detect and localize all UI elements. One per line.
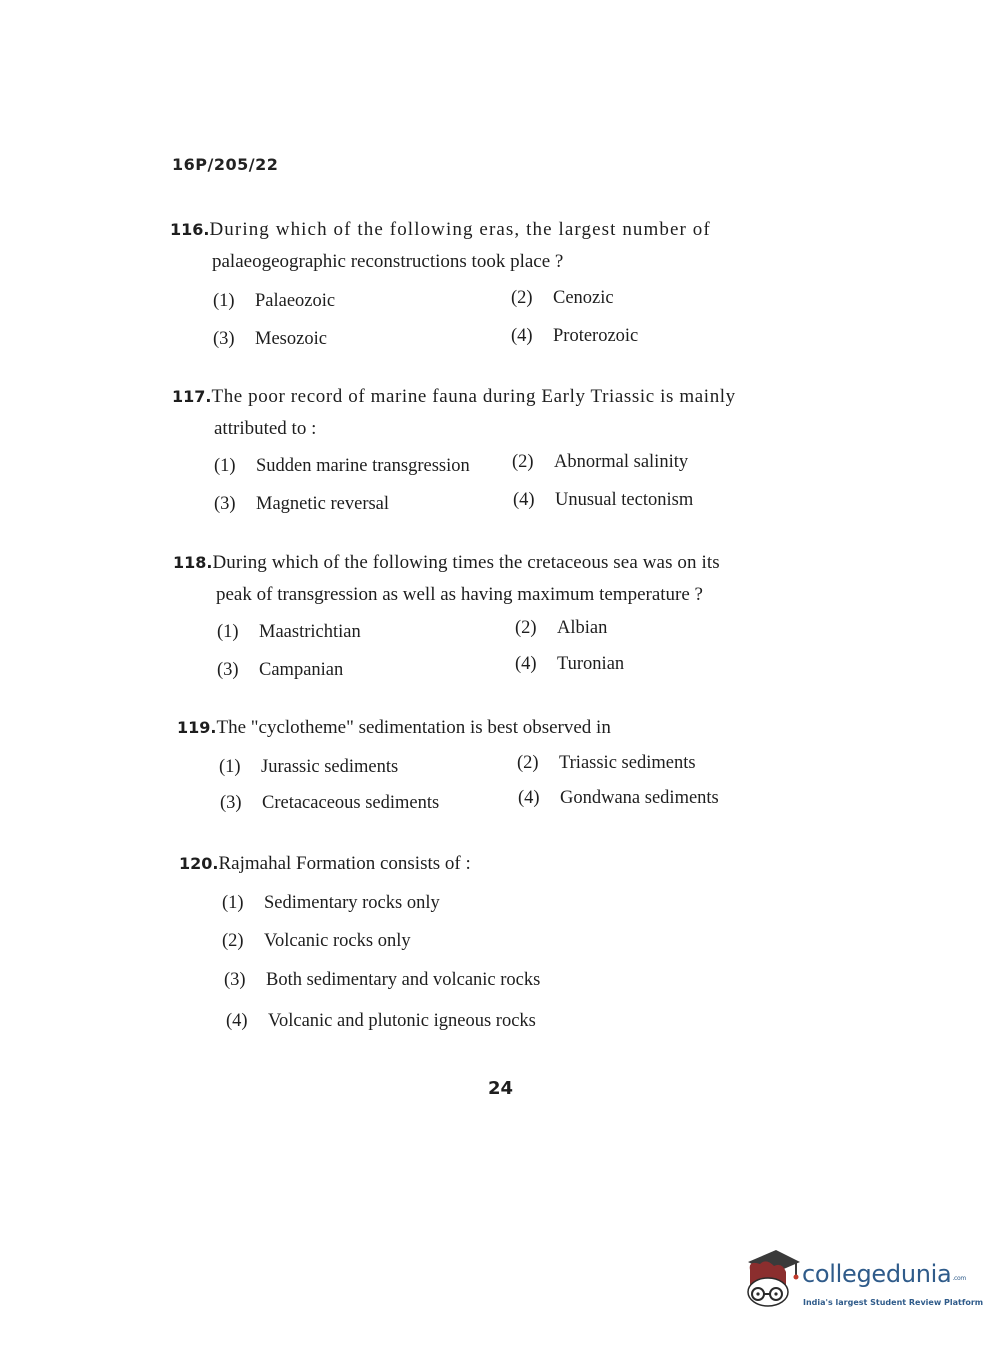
option-number: (2): [222, 931, 244, 951]
option-number: (1): [219, 757, 241, 777]
option-number: (4): [518, 788, 540, 808]
paper-code: 16P/205/22: [172, 155, 279, 174]
option-number: (1): [213, 291, 235, 311]
option-number: (1): [217, 622, 239, 642]
question-number: 116.: [170, 220, 210, 239]
question-118-line-1: [173, 552, 720, 574]
option-116-3[interactable]: [213, 329, 327, 350]
question-116-line-1: [170, 219, 711, 241]
option-text: Palaeozoic: [255, 291, 336, 311]
option-number: (3): [217, 660, 239, 680]
option-120-4[interactable]: [226, 1011, 536, 1032]
option-number: (2): [511, 288, 533, 308]
option-text: Sedimentary rocks only: [264, 893, 440, 913]
question-118-line-2: peak of transgression as well as having maximum temperature ?: [216, 584, 703, 605]
option-number: (2): [512, 452, 534, 472]
option-text: Cretacaceous sediments: [262, 793, 440, 813]
question-117-line-1: [172, 386, 736, 408]
question-text: During which of the following times the cretaceous sea was on its: [212, 552, 720, 573]
option-117-4[interactable]: [513, 490, 693, 511]
option-text: Cenozic: [553, 288, 614, 308]
option-119-3[interactable]: [220, 793, 439, 814]
option-text: Maastrichtian: [259, 622, 361, 642]
question-120-line-1: [179, 853, 471, 875]
question-116-line-2: palaeogeographic reconstructions took place ?: [212, 251, 564, 272]
option-text: Volcanic and plutonic igneous rocks: [268, 1011, 536, 1031]
option-text: Proterozoic: [553, 326, 639, 346]
option-118-2[interactable]: [515, 618, 607, 639]
option-120-1[interactable]: [222, 893, 440, 914]
option-number: (4): [226, 1011, 248, 1031]
question-number: 118.: [173, 553, 213, 572]
option-text: Sudden marine transgression: [256, 456, 470, 476]
option-text: Mesozoic: [255, 329, 327, 349]
option-number: (2): [515, 618, 537, 638]
option-text: Both sedimentary and volcanic rocks: [266, 970, 541, 990]
option-text: Volcanic rocks only: [264, 931, 411, 951]
option-text: Unusual tectonism: [555, 490, 694, 510]
option-number: (3): [220, 793, 242, 813]
option-118-4[interactable]: [515, 654, 624, 675]
option-text: Turonian: [557, 654, 625, 674]
option-text: Jurassic sediments: [261, 757, 399, 777]
question-text: The "cyclotheme" sedimentation is best observed in: [216, 717, 611, 738]
option-117-2[interactable]: [512, 452, 688, 473]
option-number: (4): [515, 654, 537, 674]
brand-name: [802, 1260, 966, 1288]
option-118-1[interactable]: [217, 622, 361, 643]
option-text: Albian: [557, 618, 608, 638]
brand-suffix: .com: [952, 1275, 966, 1282]
option-text: Abnormal salinity: [554, 452, 689, 472]
option-number: (4): [511, 326, 533, 346]
option-text: Campanian: [259, 660, 344, 680]
option-number: (4): [513, 490, 535, 510]
option-119-4[interactable]: [518, 788, 719, 809]
question-number: 117.: [172, 387, 212, 406]
option-119-2[interactable]: [517, 753, 696, 774]
option-117-3[interactable]: [214, 494, 389, 515]
page-number: 24: [488, 1078, 514, 1099]
brand-tagline: India's largest Student Review Platform: [803, 1298, 984, 1307]
option-text: Gondwana sediments: [560, 788, 719, 808]
option-number: (1): [214, 456, 236, 476]
question-number: 119.: [177, 718, 217, 737]
question-117-line-2: attributed to :: [214, 418, 317, 439]
question-119-line-1: [177, 717, 611, 739]
option-number: (3): [224, 970, 246, 990]
option-120-3[interactable]: [224, 970, 540, 991]
option-text: Magnetic reversal: [256, 494, 390, 514]
question-number: 120.: [179, 854, 219, 873]
mascot-icon: [742, 1248, 802, 1318]
option-120-2[interactable]: [222, 931, 411, 952]
question-text: The poor record of marine fauna during Early Triassic is mainly: [211, 386, 736, 407]
option-number: (2): [517, 753, 539, 773]
option-number: (1): [222, 893, 244, 913]
brand-text: collegedunia: [802, 1260, 952, 1288]
option-116-2[interactable]: [511, 288, 614, 309]
option-number: (3): [214, 494, 236, 514]
option-116-4[interactable]: [511, 326, 638, 347]
collegedunia-watermark: [742, 1248, 984, 1318]
question-text: During which of the following eras, the largest number of: [209, 219, 711, 240]
option-116-1[interactable]: [213, 291, 335, 312]
option-text: Triassic sediments: [559, 753, 696, 773]
option-118-3[interactable]: [217, 660, 343, 681]
option-119-1[interactable]: [219, 757, 398, 778]
option-number: (3): [213, 329, 235, 349]
option-117-1[interactable]: [214, 456, 470, 477]
question-text: Rajmahal Formation consists of :: [218, 853, 471, 874]
